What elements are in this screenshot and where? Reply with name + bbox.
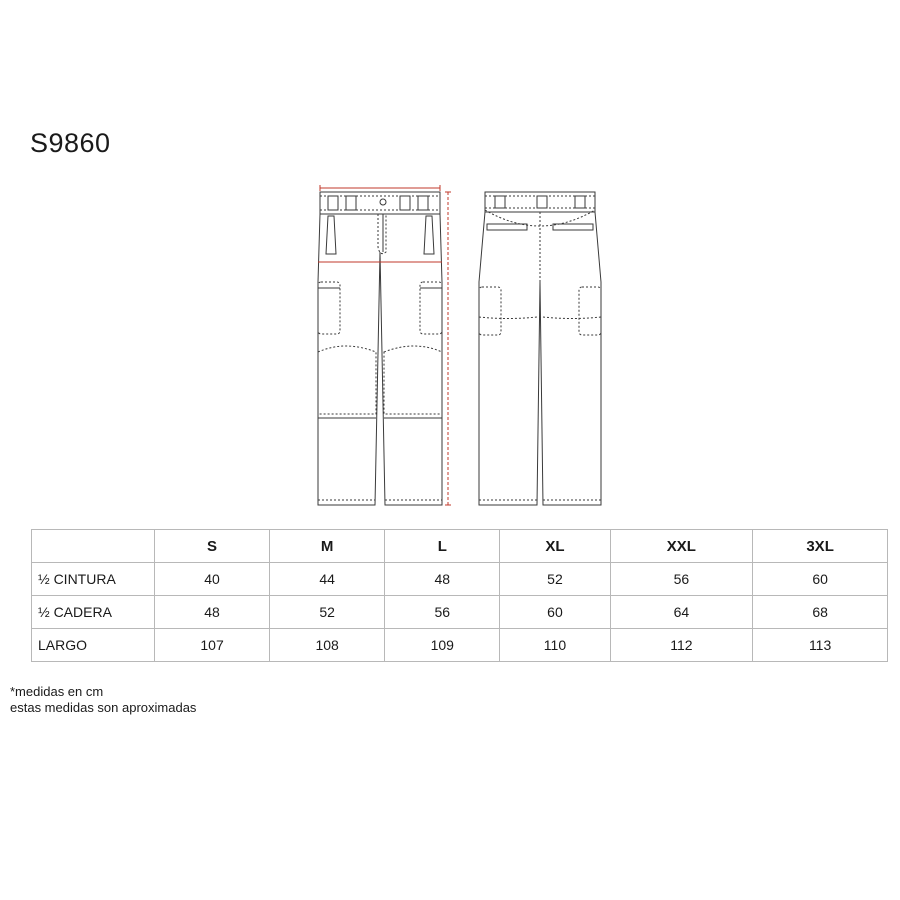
- table-row: [32, 629, 888, 662]
- header-cell-size: XL: [500, 530, 610, 563]
- table-cell: 52: [500, 563, 610, 596]
- header-cell-size: XXL: [610, 530, 753, 563]
- table-cell: 68: [753, 596, 888, 629]
- row-label: ½ CINTURA: [32, 563, 155, 596]
- row-label: ½ CADERA: [32, 596, 155, 629]
- table-cell: 107: [155, 629, 270, 662]
- header-cell-size: S: [155, 530, 270, 563]
- table-cell: 44: [270, 563, 385, 596]
- table-cell: 52: [270, 596, 385, 629]
- size-header-row: [32, 530, 888, 563]
- pants-back-icon: [479, 192, 601, 505]
- table-cell: 40: [155, 563, 270, 596]
- note-approximate: estas medidas son aproximadas: [10, 700, 197, 715]
- size-chart-table: [31, 529, 888, 662]
- note-units: *medidas en cm: [10, 684, 104, 699]
- table-row: [32, 596, 888, 629]
- table-cell: 64: [610, 596, 753, 629]
- table-cell: 109: [385, 629, 500, 662]
- table-cell: 112: [610, 629, 753, 662]
- pants-front-icon: [318, 192, 442, 505]
- table-cell: 60: [500, 596, 610, 629]
- header-cell-size: L: [385, 530, 500, 563]
- table-cell: 48: [385, 563, 500, 596]
- table-cell: 108: [270, 629, 385, 662]
- row-label: LARGO: [32, 629, 155, 662]
- header-cell-corner: [32, 530, 155, 563]
- table-cell: 110: [500, 629, 610, 662]
- measurement-notes: [10, 684, 196, 716]
- table-cell: 60: [753, 563, 888, 596]
- header-cell-size: M: [270, 530, 385, 563]
- page-title: S9860: [30, 128, 111, 158]
- header-cell-size: 3XL: [753, 530, 888, 563]
- table-cell: 113: [753, 629, 888, 662]
- table-row: [32, 563, 888, 596]
- pants-technical-drawing: [300, 182, 610, 512]
- table-cell: 48: [155, 596, 270, 629]
- table-cell: 56: [385, 596, 500, 629]
- table-cell: 56: [610, 563, 753, 596]
